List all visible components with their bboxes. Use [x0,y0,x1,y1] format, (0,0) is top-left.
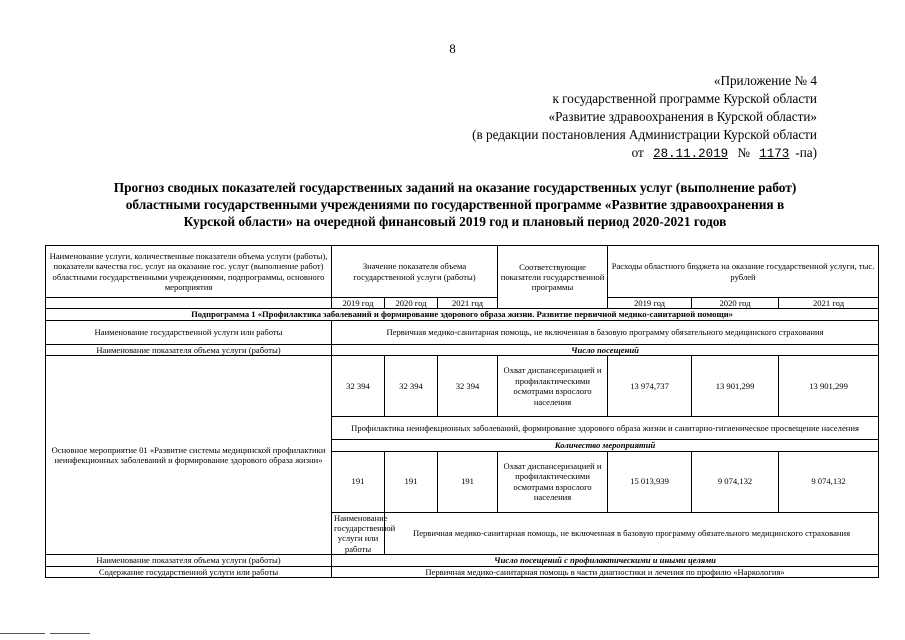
service-label: Наименование государственной услуги или работы [46,320,332,344]
measure-value: Количество мероприятий [332,440,879,451]
header-program-indicators: Соответствующие показатели государственной программы [498,246,608,309]
indicators-table [45,245,879,578]
expense-2020: 13 901,299 [692,356,779,417]
subprogram-title: Подпрограмма 1 «Профилактика заболеваний и формирование здорового образа жизни. Развитие первичной медико-санитарной помощи» [46,309,879,320]
footer-rule-left [0,633,45,634]
program-indicator: Охват диспансеризацией и профилактическими осмотрами взрослого населения [498,356,608,417]
expense-2019: 15 013,939 [608,451,692,512]
header-service-name: Наименование услуги, количественные показатели объема услуги (работы), показатели качества гос. услуг на оказание гос. услуг (выполнение работ) областными государственными учреждениями, подпрограммы, основного мероприятия [46,246,332,298]
subprogram-row [46,309,879,320]
volume-label: Наименование показателя объема услуги (работы) [46,344,332,355]
appendix-line-2: к государственной программе Курской области [552,91,817,106]
year-2021: 2021 год [438,298,498,309]
page-number: 8 [449,41,456,56]
volume-2019: 32 394 [332,356,385,417]
header-years-row [46,298,879,309]
volume-2020: 191 [385,451,438,512]
program-indicator: Охват диспансеризацией и профилактическими осмотрами взрослого населения [498,451,608,512]
appendix-date-line [397,144,817,163]
volume-2020: 32 394 [385,356,438,417]
year-2020: 2020 год [385,298,438,309]
footer-rule-right [50,633,90,634]
main-event-label: Основное мероприятие 01 «Развитие системы медицинской профилактики неинфекционных заболеваний и формирование здорового образа жизни» [46,356,332,555]
title-line-2: областными государственными учреждениями по государственной программе «Развитие здравоохранения в [125,197,785,212]
header-expenses: Расходы областного бюджета на оказание государственной услуги, тыс. рублей [608,246,879,298]
document-title [55,179,855,230]
volume-row [46,344,879,355]
volume-value: Число посещений [332,344,879,355]
expense-2020: 9 074,132 [692,451,779,512]
appendix-line-4: (в редакции постановления Администрации Курской области [472,127,817,142]
expense-year-2020: 2020 год [692,298,779,309]
expense-year-2019: 2019 год [608,298,692,309]
content-label: Содержание государственной услуги или работы [46,566,332,577]
expense-2021: 13 901,299 [779,356,879,417]
work-value: Профилактика неинфекционных заболеваний, формирование здорового образа жизни и санитарно-гигиеническое просвещение населения [332,417,879,440]
data-row-1 [46,356,879,417]
volume-row-2 [46,555,879,566]
title-line-1: Прогноз сводных показателей государственных заданий на оказание государственных услуг (выполнение работ) [113,180,797,195]
appendix-line-1: «Приложение № 4 [713,73,817,88]
number-sign: № [737,145,750,160]
content-row [46,566,879,577]
expense-year-2021: 2021 год [779,298,879,309]
decree-date: 28.11.2019 [653,147,729,161]
volume-2021: 32 394 [438,356,498,417]
volume-label-2: Наименование показателя объема услуги (работы) [46,555,332,566]
volume-value-2: Число посещений с профилактическими и иными целями [332,555,879,566]
service-row [46,320,879,344]
content-value: Первичная медико-санитарная помощь в части диагностики и лечения по профилю «Наркология» [332,566,879,577]
decree-number: 1173 [759,147,790,161]
year-2019: 2019 год [332,298,385,309]
title-line-3: Курской области» на очередной финансовый 2019 год и плановый период 2020-2021 годов [183,214,727,229]
expense-2019: 13 974,737 [608,356,692,417]
volume-2021: 191 [438,451,498,512]
expense-2021: 9 074,132 [779,451,879,512]
service-value-2: Первичная медико-санитарная помощь, не включенная в базовую программу обязательного медицинского страхования [385,512,879,555]
service-label-2: Наименование государственной услуги или работы [332,512,385,555]
date-prefix: от [631,145,644,160]
number-suffix: -па) [795,145,817,160]
header-volume-value: Значение показателя объема государственной услуги (работы) [332,246,498,298]
appendix-header [397,72,817,163]
volume-2019: 191 [332,451,385,512]
appendix-line-3: «Развитие здравоохранения в Курской области» [548,109,817,124]
service-value: Первичная медико-санитарная помощь, не включенная в базовую программу обязательного медицинского страхования [332,320,879,344]
header-blank [46,298,332,309]
header-row [46,246,879,298]
